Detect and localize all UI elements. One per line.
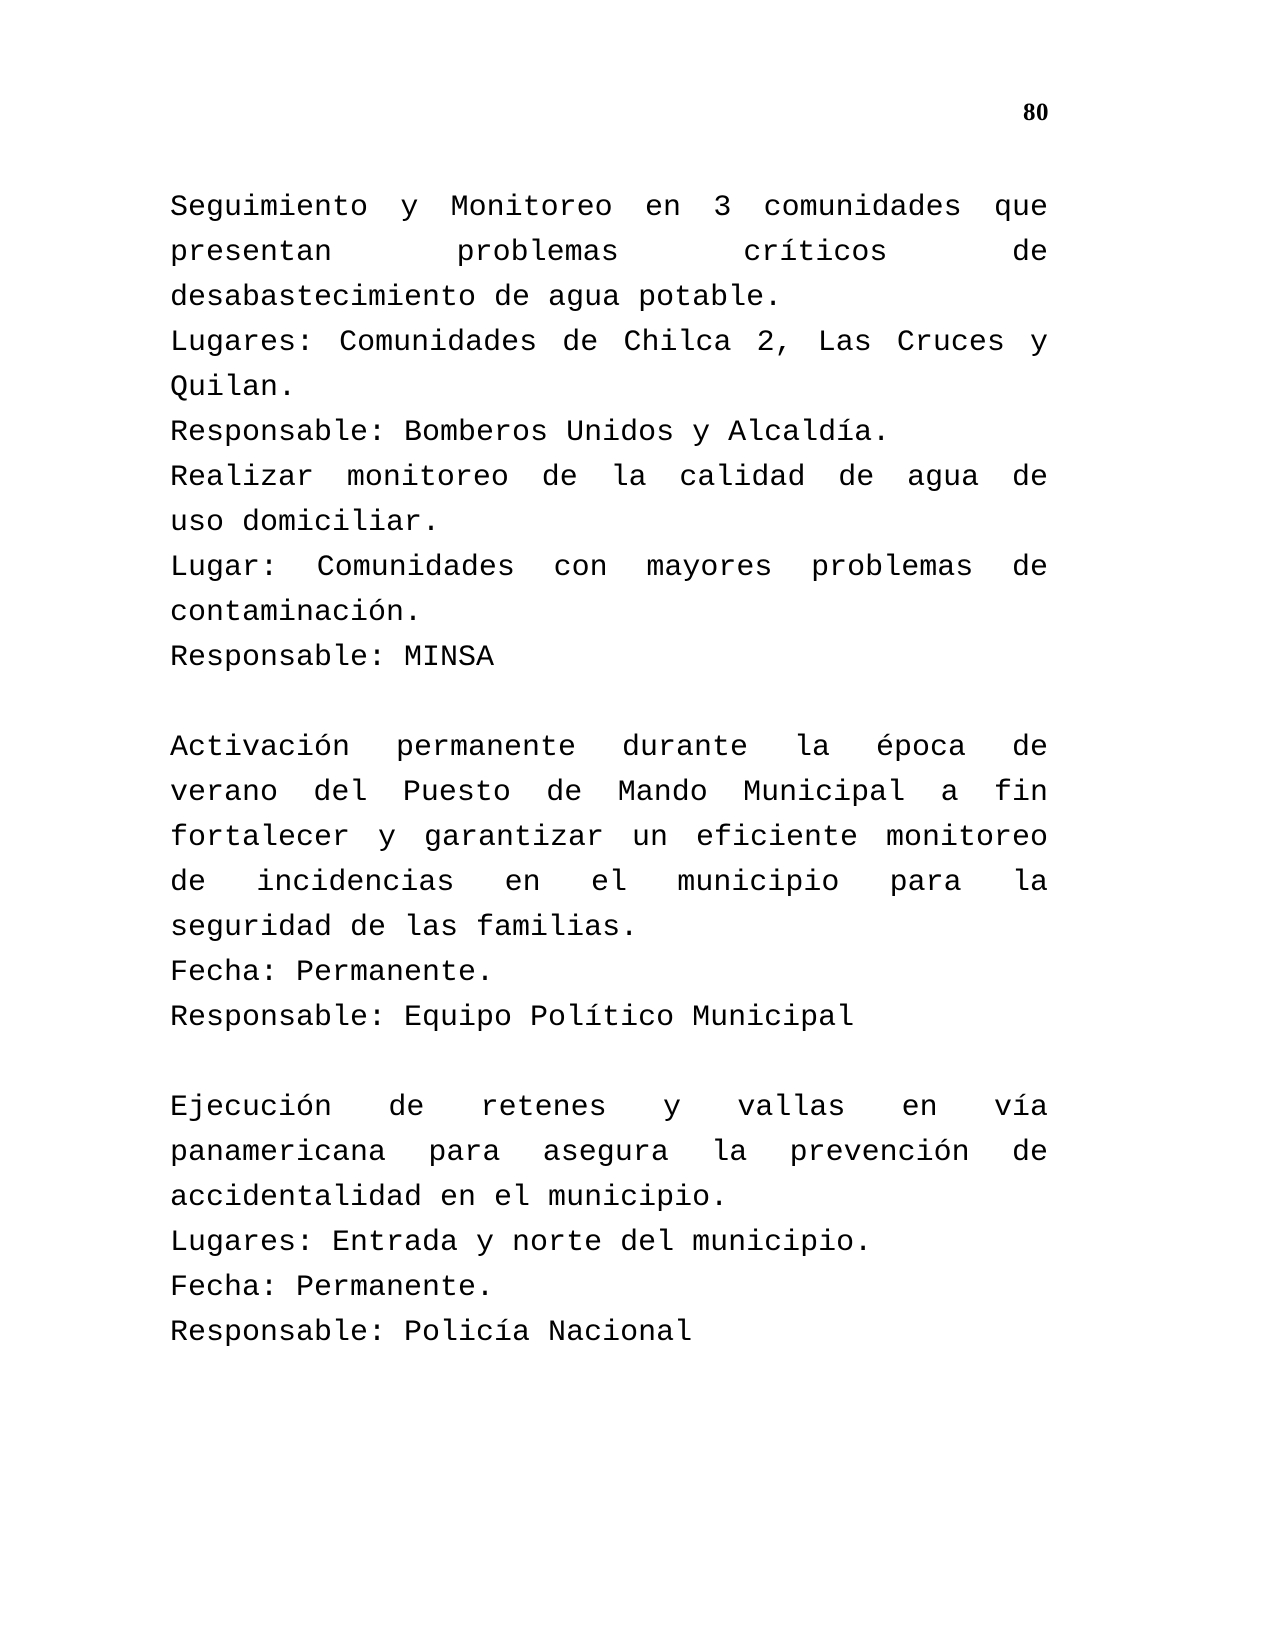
page-number: 80 (1023, 99, 1049, 126)
text-line: Responsable: MINSA (170, 641, 495, 675)
document-body (170, 186, 1048, 1356)
text-line: presentan problemas críticos de (170, 236, 1048, 270)
text-line: Seguimiento y Monitoreo en 3 comunidades que (170, 191, 1048, 225)
text-line: Responsable: Bomberos Unidos y Alcaldía. (170, 416, 891, 450)
text-line: verano del Puesto de Mando Municipal a fin (170, 776, 1048, 810)
text-line: desabastecimiento de agua potable. (170, 281, 783, 315)
paragraph-retenes-vallas (170, 1086, 1048, 1356)
text-line: Ejecución de retenes y vallas en vía (170, 1091, 1048, 1125)
text-line: uso domiciliar. (170, 506, 441, 540)
text-line: Fecha: Permanente. (170, 956, 495, 990)
text-line: Fecha: Permanente. (170, 1271, 495, 1305)
text-line: Quilan. (170, 371, 297, 405)
text-line: Realizar monitoreo de la calidad de agua de (170, 461, 1048, 495)
text-line: fortalecer y garantizar un eficiente monitoreo (170, 821, 1048, 855)
text-line: Responsable: Policía Nacional (170, 1316, 693, 1350)
text-line: Lugares: Comunidades de Chilca 2, Las Cruces y (170, 326, 1048, 360)
text-line: Lugares: Entrada y norte del municipio. (170, 1226, 873, 1260)
text-line: seguridad de las familias. (170, 911, 639, 945)
paragraph-activacion-puesto-mando (170, 726, 1048, 1041)
text-line: Lugar: Comunidades con mayores problemas de (170, 551, 1048, 585)
text-line: contaminación. (170, 596, 423, 630)
text-line: panamericana para asegura la prevención de (170, 1136, 1048, 1170)
text-line: Activación permanente durante la época de (170, 731, 1048, 765)
text-line: accidentalidad en el municipio. (170, 1181, 729, 1215)
text-line: de incidencias en el municipio para la (170, 866, 1048, 900)
text-line: Responsable: Equipo Político Municipal (170, 1001, 855, 1035)
paragraph-seguimiento-monitoreo (170, 186, 1048, 681)
